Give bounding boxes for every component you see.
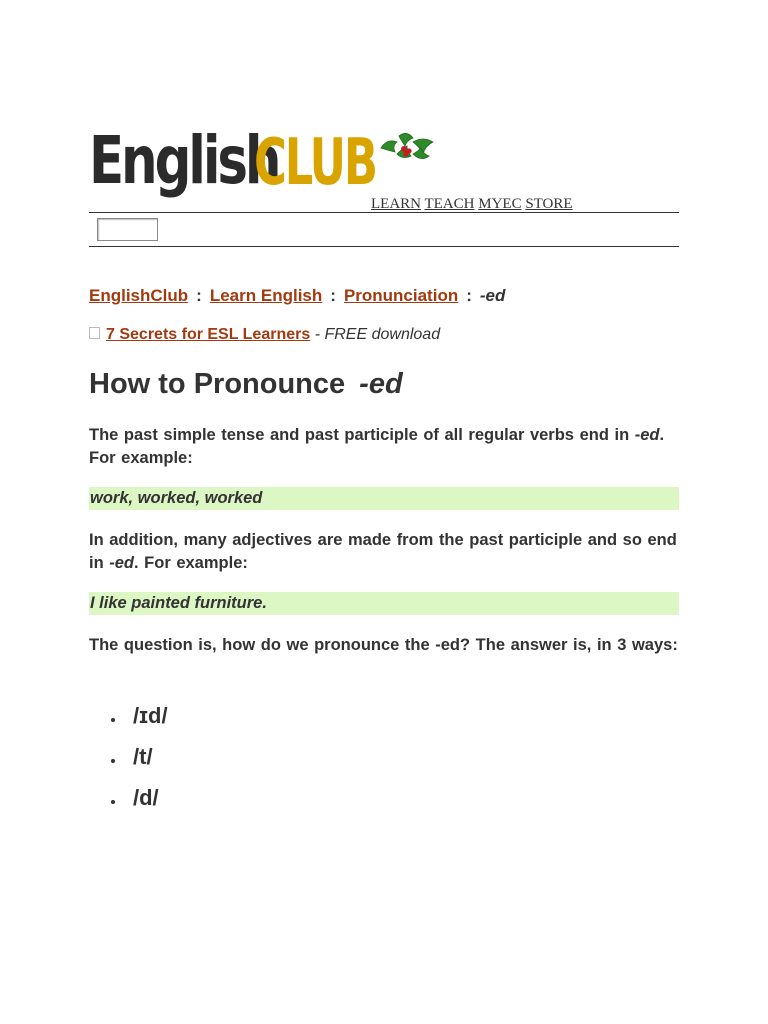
promo-line: [89, 326, 440, 344]
header-divider-top: [89, 212, 679, 213]
list-item-text: /t/: [133, 744, 153, 769]
breadcrumb-englishclub[interactable]: EnglishClub: [89, 286, 189, 305]
intro-emph: -ed: [634, 426, 660, 444]
logo-english-text: English: [89, 122, 279, 199]
breadcrumb-separator: :: [330, 286, 336, 305]
nav-learn[interactable]: LEARN: [371, 196, 421, 212]
question-paragraph: The question is, how do we pronounce the -ed? The answer is, in 3 ways:: [89, 636, 678, 654]
top-nav: [371, 196, 573, 213]
intro-text: The past simple tense and past participle of all regular verbs end in: [89, 426, 635, 444]
breadcrumb: [89, 286, 505, 306]
example-box: work, worked, worked: [89, 487, 679, 510]
adjectives-emph: -ed: [109, 554, 134, 572]
page-title-text: How to Pronounce: [89, 368, 346, 400]
bullet-icon: [111, 718, 115, 722]
header-divider-bottom: [89, 246, 679, 247]
breadcrumb-separator: :: [196, 286, 202, 305]
breadcrumb-learn-english[interactable]: Learn English: [209, 286, 323, 305]
promo-suffix: - FREE download: [310, 326, 441, 343]
search-input[interactable]: [97, 218, 158, 241]
intro-paragraph: [89, 424, 681, 470]
bullet-icon: [111, 800, 115, 804]
breadcrumb-separator: :: [466, 286, 472, 305]
pronunciation-list: [108, 700, 168, 823]
list-item: [108, 700, 168, 741]
list-item-text: /d/: [133, 785, 159, 810]
list-item: [108, 782, 168, 823]
nav-myec[interactable]: MYEC: [478, 196, 522, 212]
example-box: I like painted furniture.: [89, 592, 679, 615]
list-item-text: /ɪd/: [133, 703, 168, 728]
promo-link[interactable]: 7 Secrets for ESL Learners: [106, 326, 311, 343]
bullet-icon: [111, 759, 115, 763]
nav-teach[interactable]: TEACH: [424, 196, 475, 212]
adjectives-text: In addition, many adjectives are made from the past participle and so end in: [89, 531, 677, 572]
page-title-emph: -ed: [359, 368, 403, 400]
page-title: [89, 368, 403, 401]
promo-box-icon: [89, 327, 100, 339]
intro-tail: . For example:: [89, 426, 665, 467]
adjectives-tail: . For example:: [134, 554, 248, 572]
adjectives-paragraph: [89, 529, 681, 575]
logo-club-text: CLUB: [254, 126, 376, 200]
breadcrumb-current: -ed: [479, 286, 506, 305]
list-item: [108, 741, 168, 782]
nav-store[interactable]: STORE: [525, 196, 573, 212]
holly-icon: [377, 128, 437, 166]
breadcrumb-pronunciation[interactable]: Pronunciation: [343, 286, 459, 305]
